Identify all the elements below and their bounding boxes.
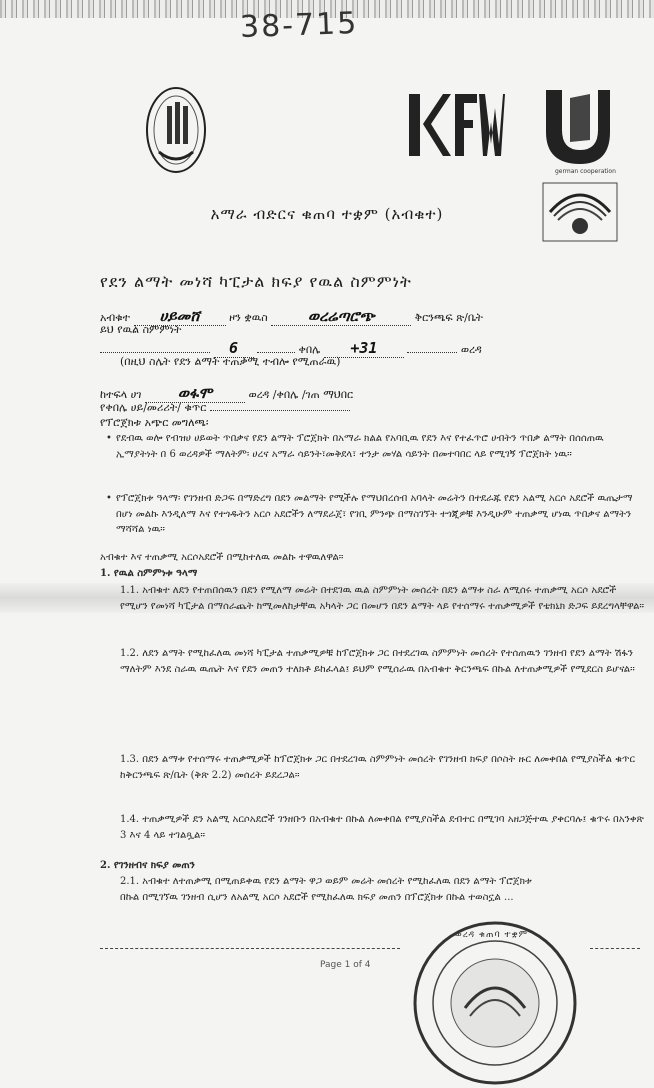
stamp-text: ወረዳ ቁጠባ ተቋም [455, 930, 529, 940]
handwritten-number: 38-715 [239, 5, 359, 46]
section-2-heading: 2. የገንዘብና ክፍያ መጠን [100, 860, 195, 871]
section-1-heading: 1. የዉል ስምምነቱ ዓላማ [100, 568, 198, 579]
project-objective-bullet: • የፕሮጀክቱ ዓላማ፡ የገንዘብ ድጋፍ በማድረግ በደን መልማት የሚችሉ የማህበረሰብ አባላት መሬትን በተደራጁ የደን አልሚ አርሶ አደሮች ዉጤታማ በሆነ መልኩ እንዲለማ እና የተጎዱትን አርሶ አደሮችን ለማደራጀ፣ የገቢ ምንጭ በማስገኘት ተጎጂዎቹ እንዲሁም ተጠቃሚ ሆነዉ ጥበቃና ልማትን ማሻሻል ነዉ። [116, 491, 646, 538]
signature-line [590, 948, 640, 949]
project-description-bullet: • የደብዉ ወሎ የብዝሀ ሀይወት ጥበቃና የደን ልማት ፕሮጀክት በአማራ ክልል የአባቢዉ የደን እና የተፈጥሮ ሀብትን ጥበቃ ልማት በሰሰጠዉ ኢማያትነት በ 6 ወረዳዎች ማለትም፡ ሀረና አማራ ሳይንት፣መቅደላ፣ ተንታ መሃል ሳይንት በመተባበር ላይ የሚገኝ ፕሮጀክት ነዉ። [116, 431, 646, 462]
form-label: ዞን ቋዉስ [229, 311, 268, 324]
kebele-field: 6 [214, 339, 254, 358]
clause-1-3: 1.3. በደን ልማቱ የተሰማሩ ተጠቃሚዎች ከፕሮጀክቱ ጋር በተደረገዉ ስምምነት መሰረት የገንዘብ ክፍያ በሶስት ዙር ለመቀበል የሚያስችል ቁጥር ከቅርንጫፍ ጽ/ቤት (ቅጽ 2.2) መሰረት ይደረጋል። [120, 754, 636, 781]
clause-2-1: 2.1. አብቁተ ለተጠቃሚ በሚጠይቀዉ የደን ልማት ዋጋ ወይም መሬት መሰረት የሚከፈለዉ በደን ልማት ፕሮጀክቱ በኩል በሚገኘዉ ገንዘብ ሲሆን ለአልሚ አርሶ አደሮች የሚከፈለዉ ክፍያ መጠን በፕሮጀክቱ በኩል ተወስኗል ... [120, 876, 532, 903]
form-label: ከተፍላ ሀገ [100, 388, 142, 401]
clause-1-1: 1.1. አብቁተ ለደን የተጠበሰዉን በደን የሚለማ መሬት በተደገዉ ዉል ስምምነት መሰረት በደን ልማቱ ስራ ለሚሰሩ ተጠቃሚ አርሶ አደሮች የሚሆን የመነሻ ካፒታል በማሰራጨት ከሚመለከታቸዉ አካላት ጋር በመሆን በደን ልማት ላይ የተሰማሩ ተጠቃሚዎች የቴክኒክ ድጋፍ ይደረግላቸዋል። [120, 585, 645, 612]
house-number-field: +31 [324, 339, 404, 358]
signature-line [100, 948, 400, 949]
official-stamp [410, 918, 580, 1088]
form-label: ቅርንጫፍ ጽ/ቤት [414, 311, 483, 324]
document-title: የደን ልማት መነሻ ካፒታል ክፍያ የዉል ስምምነት [100, 272, 412, 291]
form-row-project: የፕሮጀክቱ አጭር መግለጫ፡ [100, 416, 209, 429]
page-number: Page 1 of 4 [320, 960, 371, 970]
form-label: ቀበሌ [298, 343, 321, 356]
zone-field: ወረሬጣሮጭ [271, 307, 411, 326]
german-cooperation-text: german cooperation [555, 168, 616, 175]
kfw-logo [405, 88, 505, 160]
parties-line: አብቁተ እና ተጠቃሚ አርሶአደሮች በሚከተለዉ መልኩ ተዋዉለዋል። [100, 552, 344, 563]
form-row-intro: ይህ የዉል ስምምነት [100, 323, 182, 336]
form-row-id [100, 401, 620, 415]
form-label: ወረዳ /ቀበሌ /ገጠ ማህበር [248, 388, 354, 401]
form-label: የቀበሌ ሀይ/መሪሪት/ ቁጥር [100, 401, 207, 414]
organization-name: አማራ ብድርና ቁጠባ ተቋም (አብቁተ) [210, 205, 444, 223]
logo-row [0, 78, 654, 178]
clause-1-2: 1.2. ለደን ልማት የሚከፈለዉ መነሻ ካፒታል ተጠቃሚዎቹ ከፕሮጀክቱ ጋር በተደረገዉ ስምምነት መሰረት የተሰጠዉን ገንዘብ የደን ልማት ሽፋን ማለትም እንደ ስራዉ ዉጤት እና የደን መጠን ተለክቶ ይከፈላል፤ ይህም የሚሰራዉ በአብቁተ ቅርንጫፍ በኩል ለተጠቃሚዎች የሚደርስ ይሆናል። [120, 648, 635, 675]
form-label: ወረዳ [460, 343, 482, 356]
regional-government-emblem [145, 86, 207, 174]
form-row-note: (በዚህ ስሌት የደን ልማት ተጠቃሚ ተብሎ የሚጠራዉ) [120, 355, 341, 368]
branch-field: ሀይመሸ [134, 307, 226, 326]
woreda-field: ወፋሞ [145, 384, 245, 403]
german-cooperation-logo [540, 80, 612, 176]
form-label: አብቁተ [100, 311, 131, 324]
clause-1-4: 1.4. ተጠቃሚዎች ደን አልሚ አርሶአደሮች ገንዘቡን በአብቁተ በኩል ለመቀበል የሚያስችል ደብተር በሚገባ አዘጋጅተዉ ያቀርባሉ፤ ቁጥሩ በአንቀጽ 3 እና 4 ላይ ተገልጿል። [120, 814, 644, 841]
